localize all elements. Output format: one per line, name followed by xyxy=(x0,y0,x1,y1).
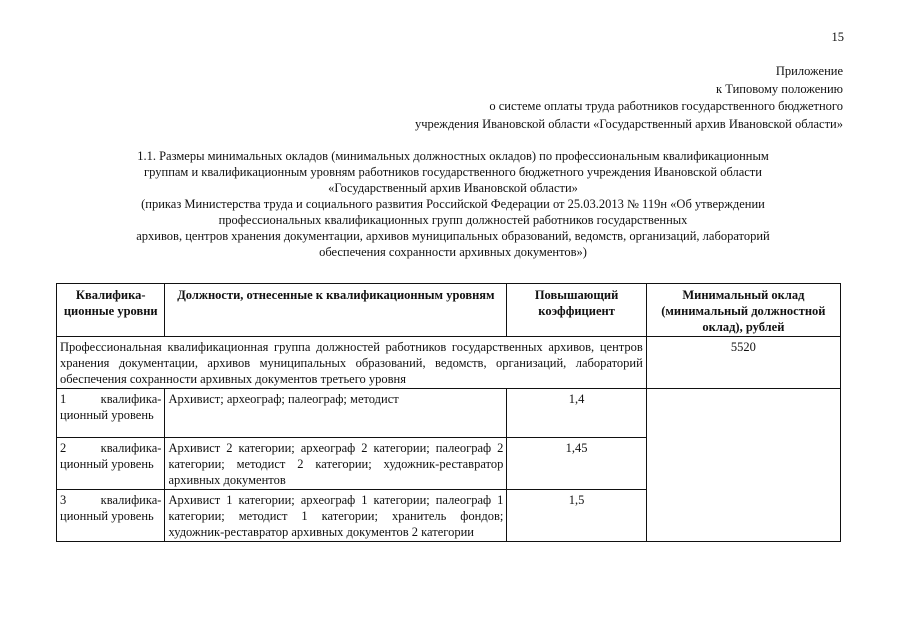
group-description: Профессиональная квалификационная группа должностей работников государственных архивов, центров хранения документации, архивов муниципальных образований, ведомств, организаций, лабораторий обеспечения сохранности архивных документов третьего уровня xyxy=(57,337,647,389)
positions-cell: Архивист 1 категории; археограф 1 категории; палеограф 1 категории; методист 1 категории; хранитель фондов; художник-реставратор архивных документов 2 категории xyxy=(165,490,507,542)
salary-table xyxy=(56,283,841,542)
heading-line: (приказ Министерства труда и социального развития Российской Федерации от 25.03.2013 № 119н «Об утверждении xyxy=(141,197,765,211)
header-coefficient: Повышающий коэффициент xyxy=(507,284,646,337)
section-heading xyxy=(62,148,844,260)
salary-empty-cell xyxy=(646,389,840,542)
level-cell: 3 квалифика-ционный уровень xyxy=(57,490,165,542)
table-header-row xyxy=(57,284,841,337)
appendix-header xyxy=(283,63,843,133)
header-positions: Должности, отнесенные к квалификационным уровням xyxy=(165,284,507,337)
group-row xyxy=(57,337,841,389)
coefficient-cell: 1,5 xyxy=(507,490,646,542)
header-salary: Минимальный оклад (минимальный должностной оклад), рублей xyxy=(646,284,840,337)
positions-cell: Архивист 2 категории; археограф 2 категории; палеограф 2 категории; методист 2 категории; художник-реставратор архивных документов xyxy=(165,438,507,490)
heading-line: группам и квалификационным уровням работников государственного бюджетного учреждения Ивановской области xyxy=(144,165,762,179)
header-level: Квалифика-ционные уровни xyxy=(57,284,165,337)
group-salary: 5520 xyxy=(646,337,840,389)
coefficient-cell: 1,45 xyxy=(507,438,646,490)
heading-line: 1.1. Размеры минимальных окладов (минимальных должностных окладов) по профессиональным квалификационным xyxy=(137,149,769,163)
positions-cell: Архивист; археограф; палеограф; методист xyxy=(165,389,507,438)
page-number: 15 xyxy=(831,30,844,44)
heading-line: профессиональных квалификационных групп должностей работников государственных xyxy=(218,213,688,227)
heading-line: «Государственный архив Ивановской области» xyxy=(328,181,578,195)
level-cell: 2 квалифика-ционный уровень xyxy=(57,438,165,490)
heading-line: архивов, центров хранения документации, архивов муниципальных образований, ведомств, организаций, лабораторий xyxy=(136,229,770,243)
level-cell: 1 квалифика-ционный уровень xyxy=(57,389,165,438)
appendix-line: о системе оплаты труда работников государственного бюджетного xyxy=(489,99,843,113)
coefficient-cell: 1,4 xyxy=(507,389,646,438)
appendix-line: Приложение xyxy=(775,64,843,78)
appendix-line: учреждения Ивановской области «Государственный архив Ивановской области» xyxy=(414,116,843,131)
appendix-line: к Типовому положению xyxy=(716,81,843,96)
table-row xyxy=(57,389,841,438)
heading-line: обеспечения сохранности архивных документов») xyxy=(319,245,587,259)
